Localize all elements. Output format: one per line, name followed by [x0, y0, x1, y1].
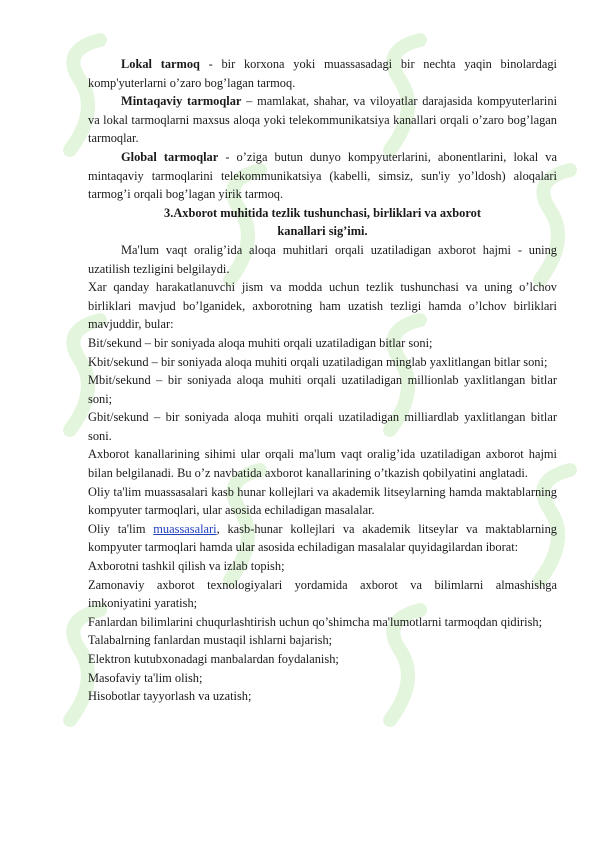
section-heading-line2: kanallari sig’imi.: [277, 224, 368, 239]
text-mintaqaviy: – mamlakat, shahar, va viloyatlar darajasida kompyuterlarini va lokal tarmoqlarni maxsus aloqa yoki telekommunikatsiya kanallari orqali o’zaro bog’lagan tarmoqlar.: [88, 94, 558, 146]
paragraph-intro: Ma'lum vaqt oralig’ida aloqa muhitlari orqali uzatiladigan axborot hajmi - uning uzatilish tezligini belgilaydi.: [88, 242, 557, 276]
term-mintaqaviy: Mintaqaviy tarmoqlar: [121, 94, 242, 109]
term-global: Global tarmoqlar: [121, 149, 219, 164]
unit-item: Mbit/sekund – bir soniyada aloqa muhiti orqali uzatiladigan millionlab yaxlitlangan bitlar soni;: [88, 373, 557, 406]
muassasalari-link[interactable]: muassasalari: [153, 521, 217, 536]
term-lokal: Lokal tarmoq: [121, 57, 200, 71]
oliy2-text-a: Oliy ta'lim: [88, 521, 154, 536]
task-item: Masofaviy ta'lim olish;: [88, 670, 203, 685]
paragraph-oliy-1: Oliy ta'lim muassasalari kasb hunar kollejlari va akademik litseylarning hamda maktablarning kompyuter tarmoqlari, ular asosida echiladigan masalalar.: [88, 484, 557, 518]
paragraph-global: [88, 148, 557, 204]
task-item: Talabalrning fanlardan mustaqil ishlarni bajarish;: [88, 633, 333, 648]
paragraph-xar: Xar qanday harakatlanuvchi jism va modda uchun tezlik tushunchasi va uning o’lchov birliklari mavjud bo’lganidek, axborotning ham uzatish tezligi hamda o’lchov birliklari mavjuddir, bular:: [88, 280, 557, 332]
section-heading-line1: 3.Axborot muhitida tezlik tushunchasi, birliklari va axborot: [164, 205, 481, 220]
paragraph-lokal: [88, 55, 557, 92]
text-lokal: - bir korxona yoki muassasadagi bir nechta yaqin binolardagi komp'yuterlarni o’zaro bog’lagan tarmoq.: [88, 57, 557, 90]
unit-item: Gbit/sekund – bir soniyada aloqa muhiti orqali uzatiladigan milliardlab yaxlitlangan bitlar soni.: [88, 410, 557, 443]
task-item: Axborotni tashkil qilish va izlab topish;: [88, 559, 285, 574]
text-global: - o’ziga butun dunyo kompyuterlarini, abonentlarini, lokal va mintaqaviy tarmoqlarini telekommunikatsiya (kabelli, simsiz, sun'iy yo’ldosh) aloqalari tarmog’i orqali bog’lagan yirik tarmoq.: [88, 149, 557, 202]
unit-item: Bit/sekund – bir soniyada aloqa muhiti orqali uzatiladigan bitlar soni;: [88, 335, 433, 350]
document-page: [88, 55, 557, 706]
oliy2-text-b: , kasb-hunar kollejlari va akademik litseylar va maktablarning kompyuter tarmoqlari hamda ular asosida echiladigan masalalar quyidagilardan iborat:: [88, 521, 557, 555]
paragraph-capacity: Axborot kanallarining sihimi ular orqali ma'lum vaqt oralig’ida uzatiladigan axborot hajmi bilan belgilanadi. Bu o’z navbatida axborot kanallarining o’tkazish qobilyatini anglatadi.: [88, 447, 557, 481]
unit-item: Kbit/sekund – bir soniyada aloqa muhiti orqali uzatiladigan minglab yaxlitlangan bitlar soni;: [88, 354, 548, 369]
task-item: Hisobotlar tayyorlash va uzatish;: [88, 689, 252, 704]
task-item: Zamonaviy axborot texnologiyalari yordamida axborot va bilimlarni almashishga imkoniyatini yaratish;: [88, 577, 557, 611]
paragraph-oliy-2: [88, 520, 557, 557]
task-item: Elektron kutubxonadagi manbalardan foydalanish;: [88, 652, 339, 666]
task-item: Fanlardan bilimlarini chuqurlashtirish uchun qo’shimcha ma'lumotlarni tarmoqdan qidirish;: [88, 614, 543, 629]
paragraph-mintaqaviy: [88, 92, 557, 148]
